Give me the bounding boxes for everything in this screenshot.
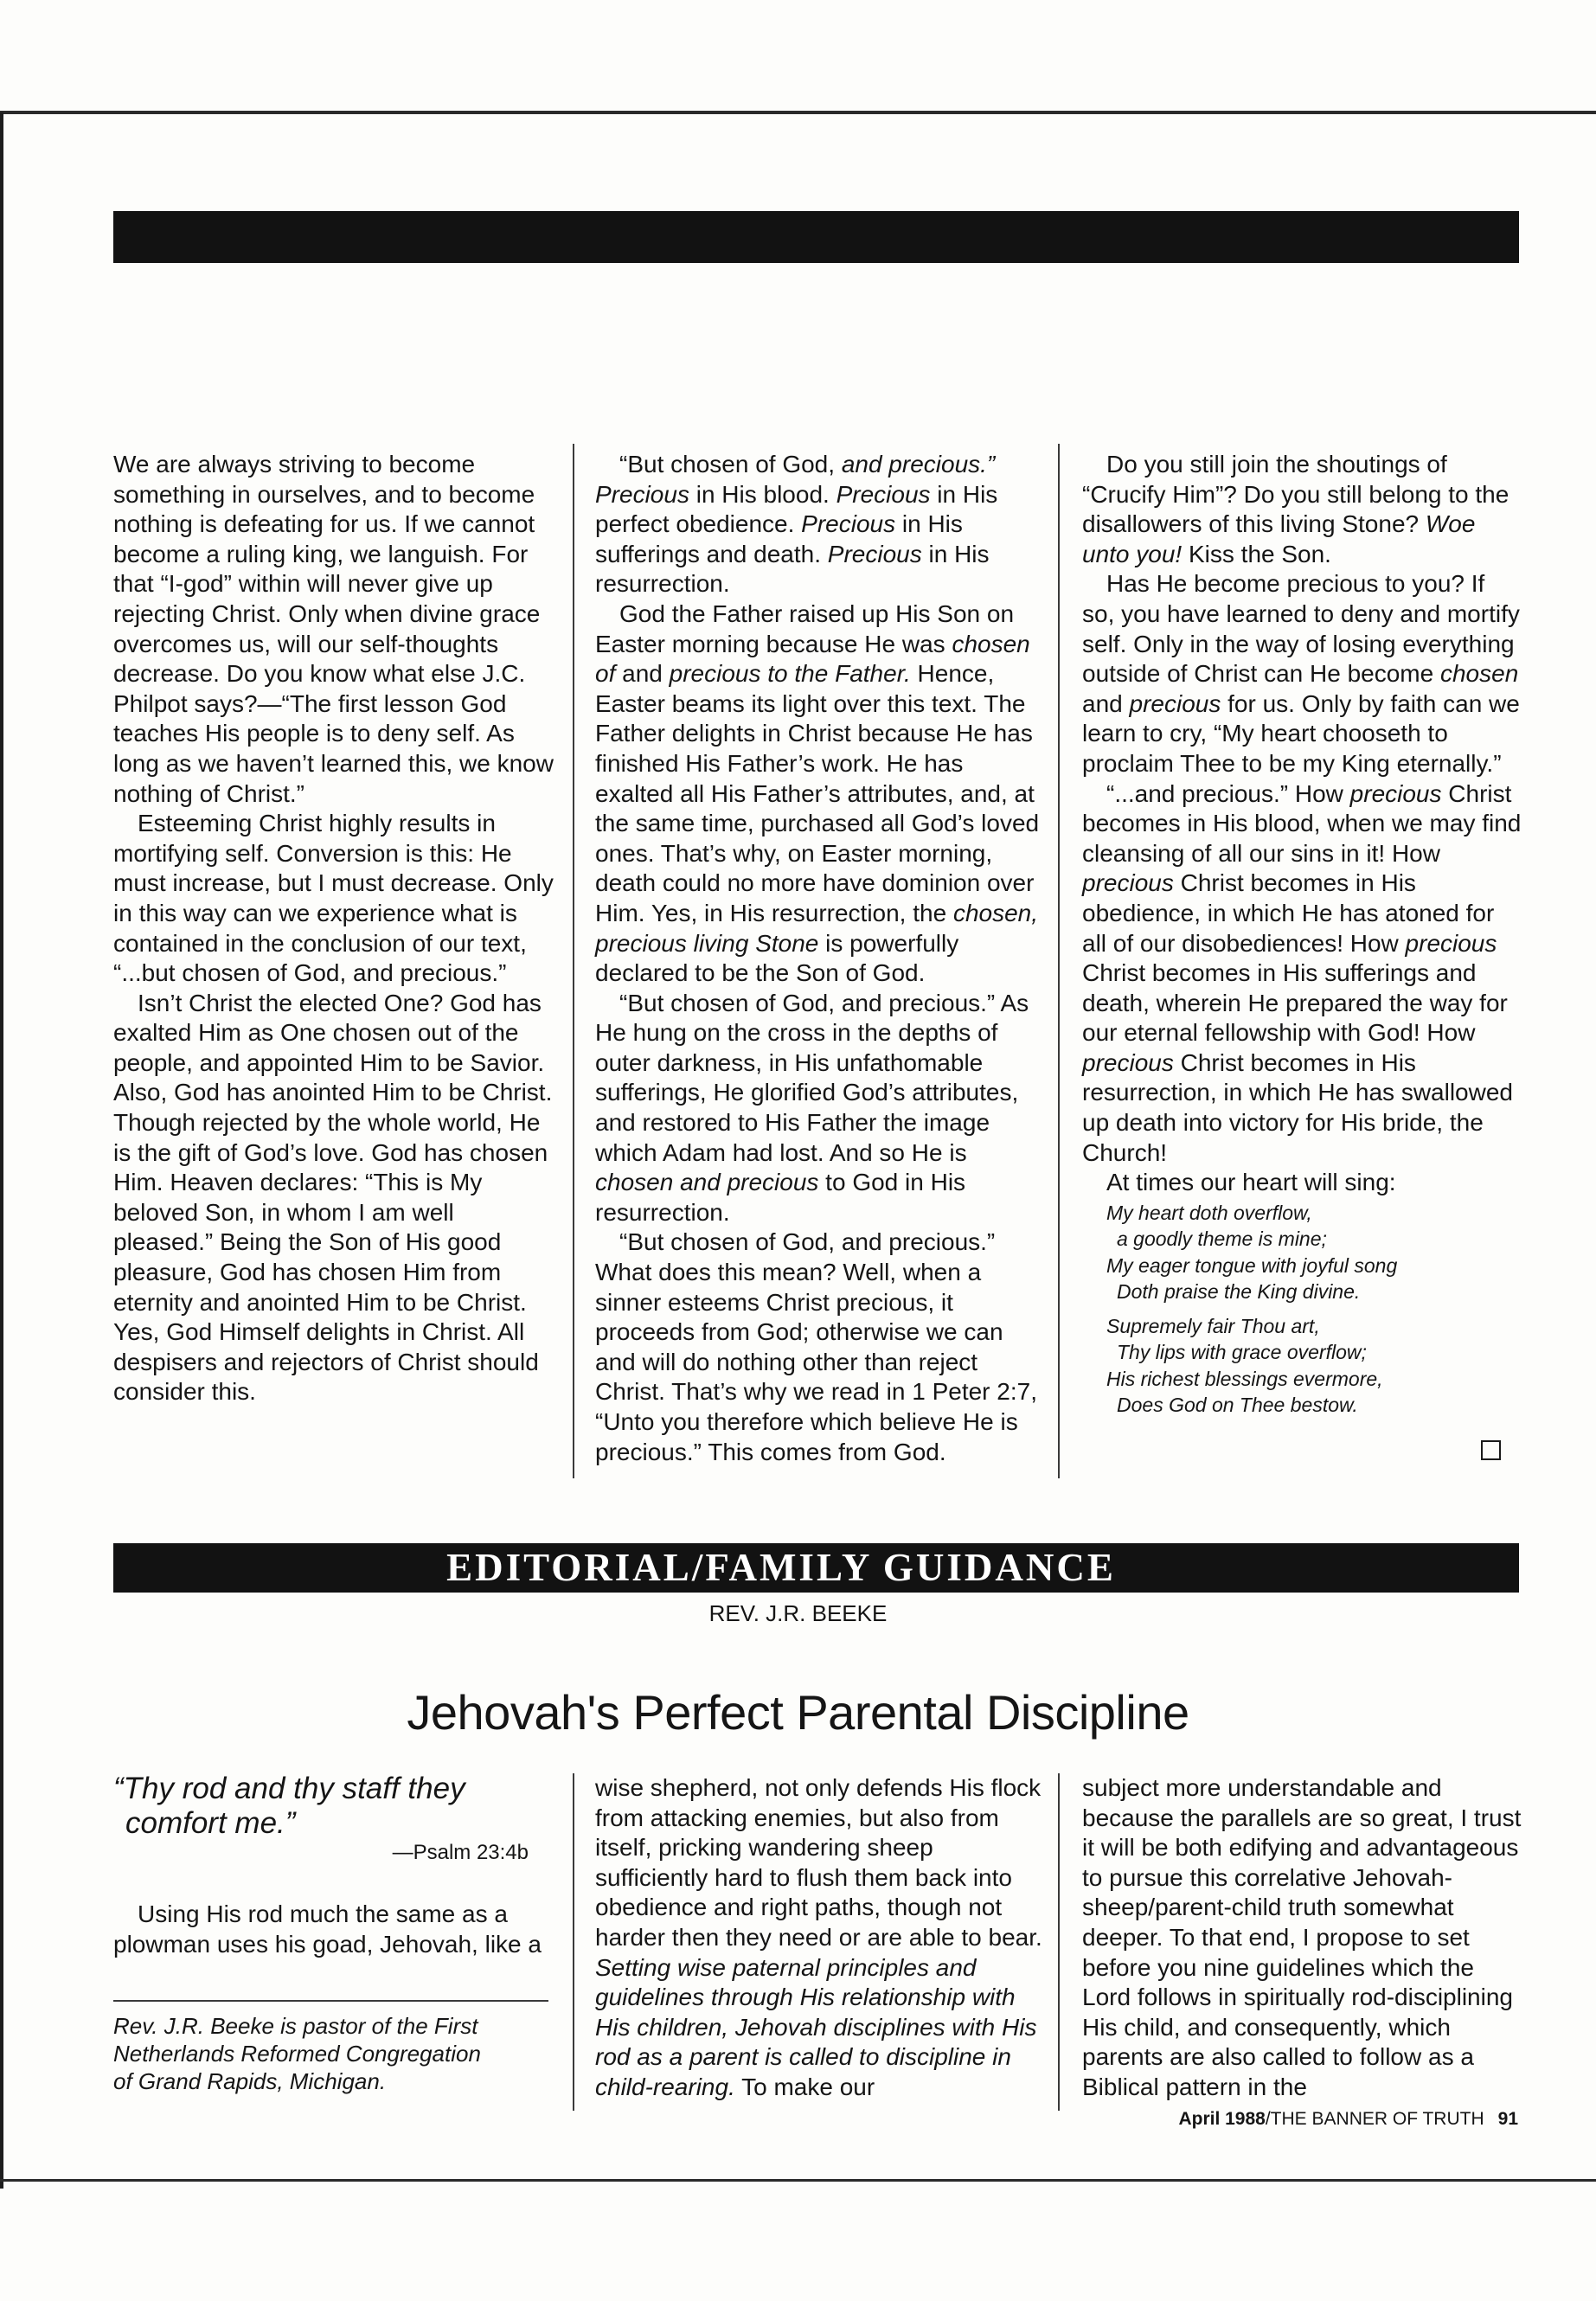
article2-column-2 bbox=[595, 1773, 1045, 2103]
paragraph: Esteeming Christ highly results in mortifying self. Conversion is this: He must increase, but I must decrease. Only in this way can we experience what is contained in the conclusion of our text, “...but chosen of God, and precious.” bbox=[113, 810, 554, 987]
page-top-edge bbox=[0, 111, 1596, 114]
page-footer bbox=[1138, 2109, 1518, 2130]
poem-line: Supremely fair Thou art, bbox=[1106, 1314, 1320, 1337]
paragraph: “...and precious.” How precious Christ becomes in His blood, when we may find cleansing of all our sins in it! How precious Christ becomes in His obedience, in which He has atoned for all of our disobediences! How precious Christ becomes in His sufferings and death, wherein He prepared the way for our eternal fellowship with God! How precious Christ becomes in His resurrection, in which He has swallowed up death into victory for His bride, the Church! bbox=[1082, 779, 1522, 1166]
poem-line: Thy lips with grace overflow; bbox=[1117, 1341, 1367, 1364]
article1-column-3 bbox=[1082, 450, 1523, 1419]
article2-column-3 bbox=[1082, 1773, 1523, 2103]
page-left-edge bbox=[0, 112, 3, 2189]
paragraph: Do you still join the shoutings of “Crucify Him”? Do you still belong to the disallowers of this living Stone? Woe unto you! Kiss the Son. bbox=[1082, 451, 1509, 567]
psalm-verse bbox=[1106, 1200, 1523, 1419]
poem-line: His richest blessings evermore, bbox=[1106, 1367, 1383, 1390]
page-bottom-edge bbox=[0, 2179, 1596, 2182]
epigraph-attribution: —Psalm 23:4b bbox=[392, 1841, 529, 1864]
paragraph: At times our heart will sing: bbox=[1106, 1169, 1396, 1196]
poem-line: Does God on Thee bestow. bbox=[1117, 1394, 1358, 1417]
article2-column-1 bbox=[113, 1900, 554, 1959]
poem-line: a goodly theme is mine; bbox=[1117, 1227, 1327, 1251]
paragraph: subject more understandable and because the parallels are so great, I trust it will be both edifying and advantageous to pursue this correlative Jehovah-sheep/parent-child truth somewhat deeper. To that end, I propose to set before you nine guidelines which the Lord follows in spiritually rod-disciplining His child, and consequently, which parents are also called to follow as a Biblical pattern in the bbox=[1082, 1774, 1522, 2100]
paragraph: Using His rod much the same as a plowman uses his goad, Jehovah, like a bbox=[113, 1900, 542, 1958]
header-band bbox=[113, 211, 1519, 263]
column-rule bbox=[573, 1773, 574, 2111]
paragraph: “But chosen of God, and precious.” As He hung on the cross in the depths of outer darkness, in His unfathomable sufferings, He glorified God’s attributes, and restored to His Father the image which Adam had lost. And so He is chosen and precious to God in His resurrection. bbox=[595, 989, 1029, 1226]
magazine-name: /THE BANNER OF TRUTH bbox=[1265, 2109, 1484, 2129]
end-of-article-box bbox=[1481, 1440, 1501, 1460]
section-banner-title: EDITORIAL/FAMILY GUIDANCE bbox=[446, 1546, 1116, 1589]
article-headline: Jehovah's Perfect Parental Discipline bbox=[407, 1685, 1189, 1740]
issue-date: April 1988 bbox=[1178, 2109, 1266, 2129]
byline: REV. J.R. BEEKE bbox=[708, 1600, 888, 1626]
paragraph: We are always striving to become something in ourselves, and to become nothing is defeating for us. If we cannot become a ruling king, we languish. For that “I-god” within will never give up rejecting Christ. Only when divine grace overcomes us, will our self-thoughts decrease. Do you know what else J.C. Philpot says?—“The first lesson God teaches His people is to deny self. As long as we haven’t learned this, we know nothing of Christ.” bbox=[113, 451, 554, 807]
page-number: 91 bbox=[1497, 2109, 1518, 2129]
article1-column-2 bbox=[595, 450, 1045, 1467]
author-bionote: Rev. J.R. Beeke is pastor of the First Netherlands Reformed Congregation of Grand Rapids, Michigan. bbox=[113, 2013, 481, 2094]
epigraph: “Thy rod and thy staff they comfort me.” bbox=[113, 1772, 465, 1840]
poem-line: My heart doth overflow, bbox=[1106, 1201, 1312, 1224]
poem-line: My eager tongue with joyful song bbox=[1106, 1253, 1398, 1277]
column-rule bbox=[573, 444, 574, 1478]
paragraph: Has He become precious to you? If so, you have learned to deny and mortify self. Only in the way of losing everything outside of Christ can He become chosen and precious for us. Only by faith can we learn to cry, “My heart chooseth to proclaim Thee to be my King eternally.” bbox=[1082, 570, 1520, 777]
paragraph: wise shepherd, not only defends His flock from attacking enemies, but also from itself, pricking wandering sheep sufficiently hard to flush them back into obedience and right paths, though not harder then they need or are able to bear. Setting wise paternal principles and guidelines through His relationship with His children, Jehovah disciplines with His rod as a parent is called to discipline in child-rearing. To make our bbox=[595, 1774, 1042, 2100]
bionote-rule bbox=[113, 2000, 548, 2002]
paragraph: Isn’t Christ the elected One? God has exalted Him as One chosen out of the people, and appointed Him to be Savior. Also, God has anointed Him to be Christ. Though rejected by the whole world, He is the gift of God’s love. God has chosen Him. Heaven declares: “This is My beloved Son, in whom I am well pleased.” Being the Son of His good pleasure, God has chosen Him from eternity and anointed Him to be Christ. Yes, God Himself delights in Christ. All despisers and rejectors of Christ should consider this. bbox=[113, 989, 553, 1406]
column-rule bbox=[1058, 1773, 1060, 2111]
paragraph: “But chosen of God, and precious.” Precious in His blood. Precious in His perfect obedience. Precious in His sufferings and death. Precious in His resurrection. bbox=[595, 451, 998, 598]
paragraph: God the Father raised up His Son on Easter morning because He was chosen of and precious to the Father. Hence, Easter beams its light over this text. The Father delights in Christ because He has finished His Father’s work. He has exalted all His Father’s attributes, and, at the same time, purchased all God’s loved ones. That’s why, on Easter morning, death could no more have dominion over Him. Yes, in His resurrection, the chosen, precious living Stone is powerfully declared to be the Son of God. bbox=[595, 599, 1040, 987]
article1-column-1 bbox=[113, 450, 554, 1407]
poem-line: Doth praise the King divine. bbox=[1117, 1280, 1361, 1304]
paragraph: “But chosen of God, and precious.” What does this mean? Well, when a sinner esteems Christ precious, it proceeds from God; otherwise we can and will do nothing other than reject Christ. That’s why we read in 1 Peter 2:7, “Unto you therefore which believe He is precious.” This comes from God. bbox=[595, 1228, 1037, 1465]
column-rule bbox=[1058, 444, 1060, 1478]
